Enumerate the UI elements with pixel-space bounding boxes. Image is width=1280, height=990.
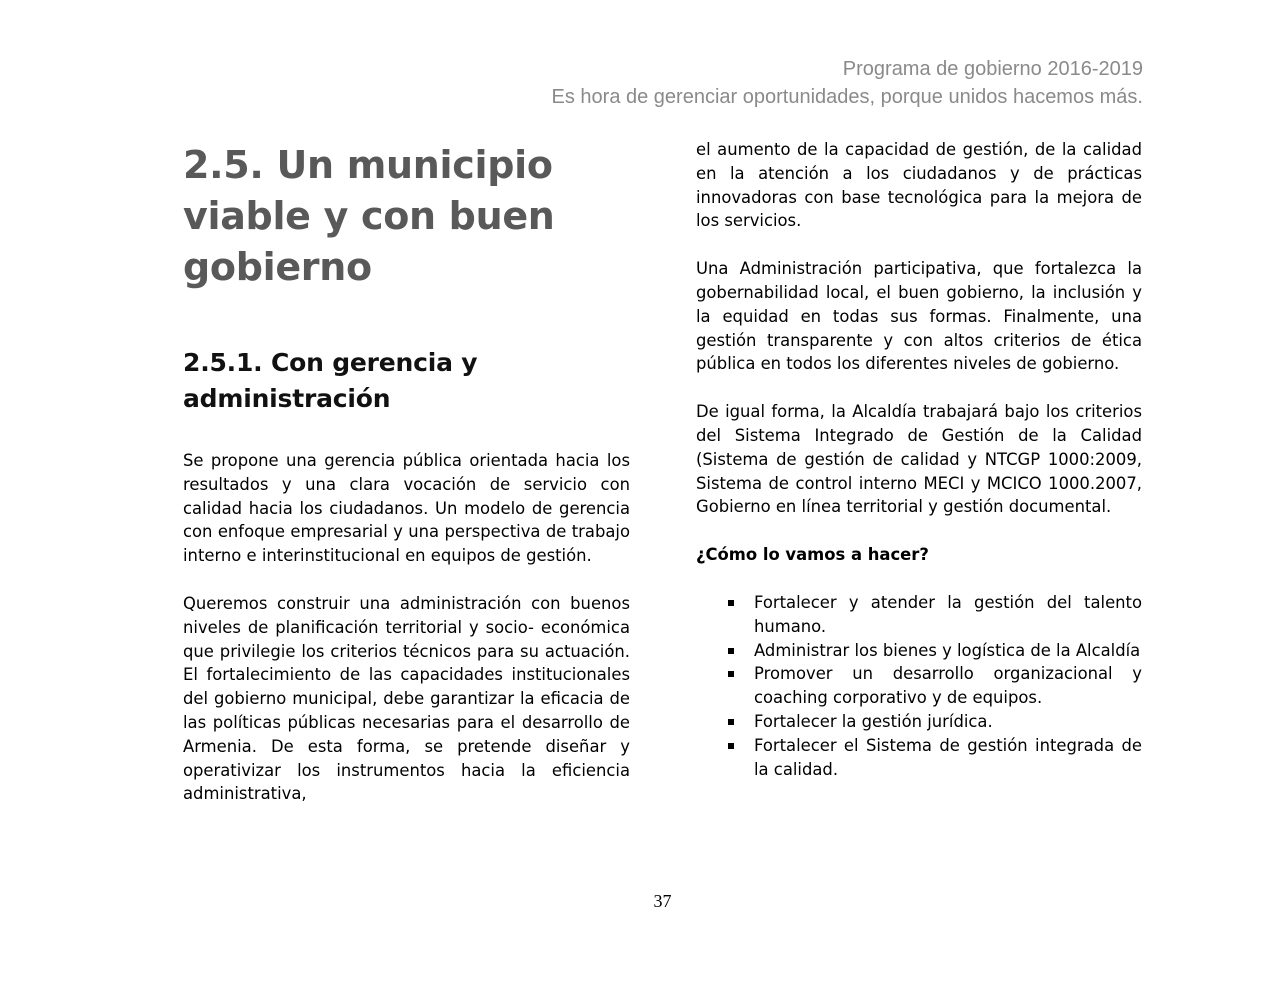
list-item-text: Fortalecer el Sistema de gestión integrada de la calidad. bbox=[754, 735, 1142, 779]
square-bullet-icon bbox=[728, 719, 734, 725]
left-column bbox=[183, 140, 630, 806]
body-paragraph: Queremos construir una administración con buenos niveles de planificación territorial y socio- económica que privilegie los criterios técnicos para su actuación. El fortalecimiento de las capacidades institucionales del gobierno municipal, debe garantizar la eficacia de las políticas públicas necesarias para el desarrollo de Armenia. De esta forma, se pretende diseñar y operativizar los instrumentos hacia la eficiencia administrativa, bbox=[183, 593, 630, 804]
square-bullet-icon bbox=[728, 743, 734, 749]
body-paragraph: De igual forma, la Alcaldía trabajará bajo los criterios del Sistema Integrado de Gestión de la Calidad (Sistema de gestión de calidad y NTCGP 1000:2009, Sistema de control interno MECI y MCICO 1000.2007, Gobierno en línea territorial y gestión documental. bbox=[696, 402, 1142, 517]
list-item bbox=[728, 639, 1142, 663]
square-bullet-icon bbox=[728, 648, 734, 654]
body-paragraph: el aumento de la capacidad de gestión, de la calidad en la atención a los ciudadanos y de prácticas innovadoras con base tecnológica para la mejora de los servicios. bbox=[696, 140, 1142, 231]
list-item bbox=[728, 710, 1142, 734]
section-title: 2.5. Un municipio viable y con buen gobierno bbox=[183, 143, 555, 289]
body-paragraph: Se propone una gerencia pública orientada hacia los resultados y una clara vocación de servicio con calidad hacia los ciudadanos. Un modelo de gerencia con enfoque empresarial y una perspectiva de trabajo interno e interinstitucional en equipos de gestión. bbox=[183, 451, 630, 566]
square-bullet-icon bbox=[728, 600, 734, 606]
list-item bbox=[728, 662, 1142, 710]
header-slogan: Es hora de gerenciar oportunidades, porque unidos hacemos más. bbox=[551, 86, 1143, 108]
square-bullet-icon bbox=[728, 671, 734, 677]
subsection-title: 2.5.1. Con gerencia y administración bbox=[183, 348, 478, 413]
right-column bbox=[696, 138, 1142, 781]
list-item-text: Administrar los bienes y logística de la Alcaldía bbox=[754, 640, 1141, 660]
list-item bbox=[728, 591, 1142, 639]
page-header bbox=[552, 55, 1143, 111]
howto-heading: ¿Cómo lo vamos a hacer? bbox=[696, 545, 929, 565]
page-number: 37 bbox=[653, 891, 672, 911]
list-item-text: Promover un desarrollo organizacional y coaching corporativo y de equipos. bbox=[754, 664, 1142, 708]
list-item-text: Fortalecer y atender la gestión del talento humano. bbox=[754, 592, 1142, 636]
header-program-title: Programa de gobierno 2016-2019 bbox=[842, 58, 1143, 80]
action-list bbox=[696, 591, 1142, 781]
list-item bbox=[728, 734, 1142, 782]
body-paragraph: Una Administración participativa, que fortalezca la gobernabilidad local, el buen gobierno, la inclusión y la equidad en todas sus formas. Finalmente, una gestión transparente y con altos criterios de ética pública en todos los diferentes niveles de gobierno. bbox=[696, 259, 1142, 374]
list-item-text: Fortalecer la gestión jurídica. bbox=[754, 711, 993, 731]
